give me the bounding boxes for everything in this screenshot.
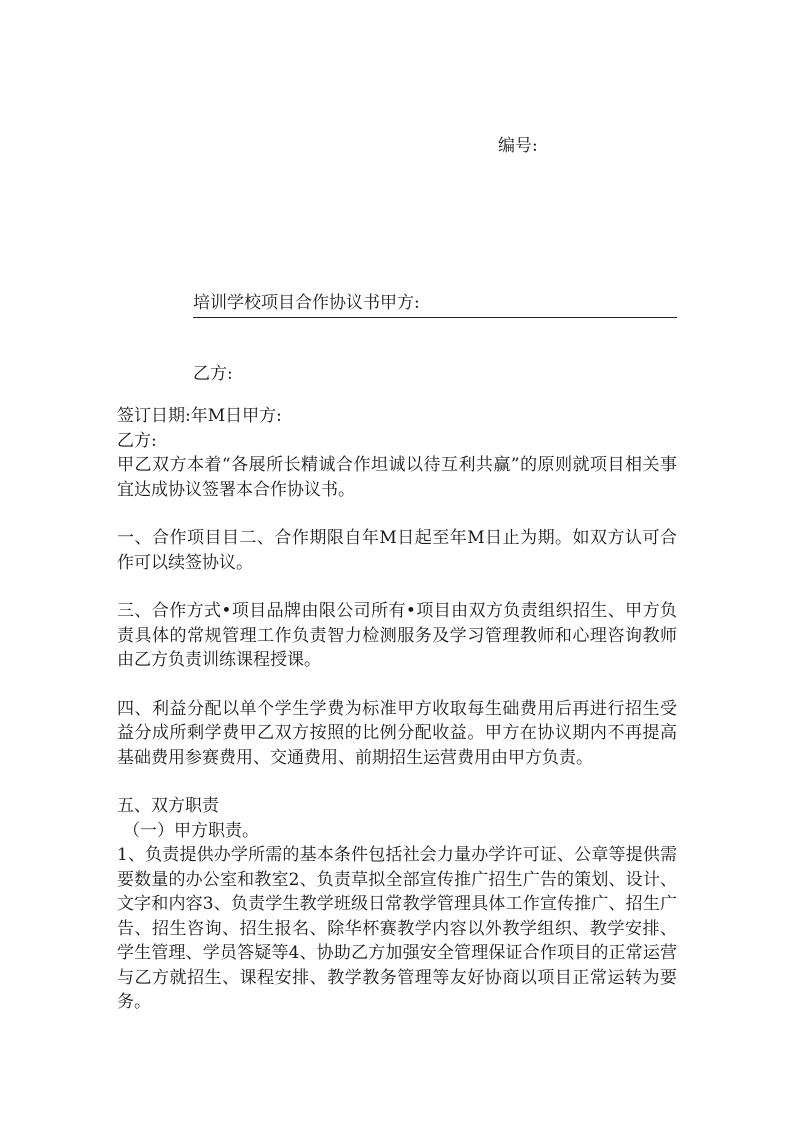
section-5-content: 1、负责提供办学所需的基本条件包括社会力量办学许可证、公章等提供需要数量的办公室和教室2、负责草拟全部宣传推广招生广告的策划、设计、文字和内容3、负责学生教学班级日常教学管理具体工作宣传推广、招生广告、招生咨询、招生报名、除华杯赛教学内容以外教学组织、教学安排、学生管理、学员答疑等4、协助乙方加强安全管理保证合作项目的正常运营与乙方就招生、课程安排、教学教务管理等友好协商以项目正常运转为要务。 — [117, 845, 677, 1012]
party-b-header: 乙方: — [193, 364, 233, 384]
section-1-2-paragraph: 一、合作项目目二、合作期限自年M日起至年M日止为期。如双方认可合作可以续签协议。 — [117, 528, 677, 573]
document-body — [117, 404, 677, 1015]
sign-date-line: 签订日期:年M日甲方: — [117, 406, 282, 426]
preamble-paragraph: 甲乙双方本着“各展所长精诚合作坦诚以待互利共赢”的原则就项目相关事宜达成协议签署本合作协议书。 — [117, 455, 677, 500]
section-5-subheading: （一）甲方职责。 — [123, 820, 259, 841]
section-3-paragraph: 三、合作方式•项目品牌由限公司所有•项目由双方负责组织招生、甲方负责具体的常规管理工作负责智力检测服务及学习管理教师和心理咨询教师由乙方负责训练课程授课。 — [117, 601, 677, 670]
document-title: 培训学校项目合作协议书甲方: — [193, 288, 677, 318]
serial-number-label: 编号: — [498, 136, 538, 156]
section-5-heading: 五、双方职责 — [117, 796, 219, 816]
party-b-line: 乙方: — [117, 430, 157, 451]
section-4-paragraph: 四、利益分配以单个学生学费为标准甲方收取每生础费用后再进行招生受益分成所剩学费甲乙双方按照的比例分配收益。甲方在协议期内不再提高基础费用参赛费用、交通费用、前期招生运营费用由甲方负责。 — [117, 698, 677, 768]
